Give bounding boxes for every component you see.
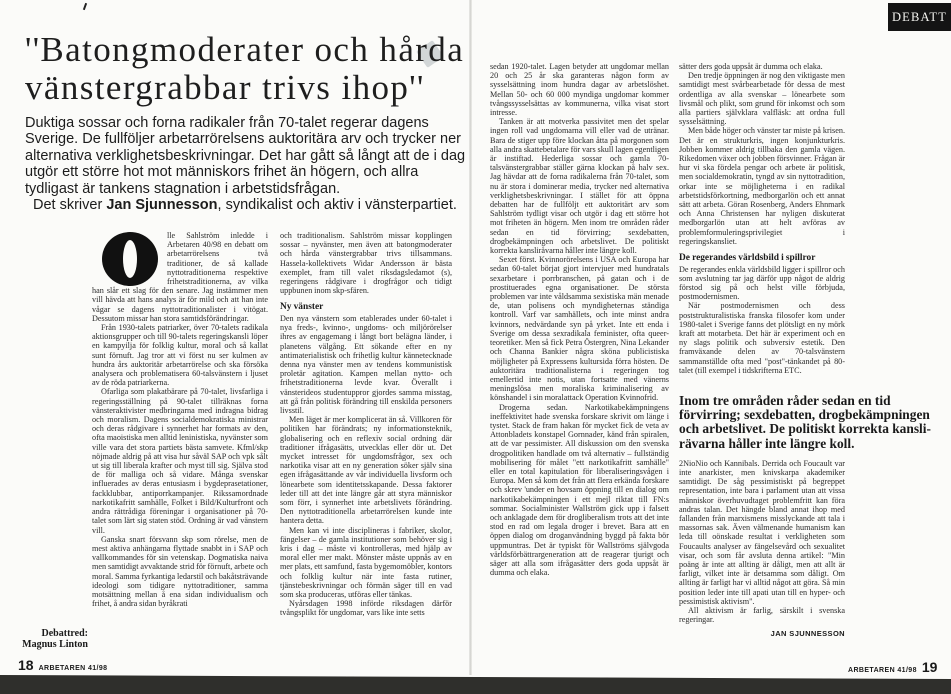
article-column-4-top <box>679 62 845 384</box>
paragraph: sätter ders goda uppsåt är dumma och elaka. <box>679 62 823 71</box>
page-number-right: 19 <box>921 659 938 675</box>
paragraph: sedan 1920-talet. Lagen betyder att ungdomar mellan 20 och 25 år ska garanteras någon form av sysselsättning inom hundra dagar av arbetslöshet. Mellan 50- och 60 000 myndiga ungdomar kommer tvångssysselsättas av kommunerna, vilka visat stort intresse. <box>490 62 669 118</box>
subheading-ny-vanster: Ny vänster <box>280 302 324 313</box>
paragraph: Den nya vänstern som etablerades under 60-talet i nya freds-, kvinno-, ungdoms- och miljörörelser ihres av engagemang i långt bort belägna länder, i planetens välgång. Ett sökande efter en ny antimaterialistisk och frihetlig kultur kännetecknade denna nya vänster men av tendens kommunistisk proletär agitation. Kampen mellan nytto- och frihetstraditionerna levde kvar. Överallt i vänsterideos studentuppror gjordes samma misstag, att gå från politisk förändring till enskilda personers livsstil. <box>280 313 452 415</box>
article-column-3 <box>490 62 669 577</box>
subheading-varldsbild: De regerandes världsbild i spillror <box>679 253 816 264</box>
headline <box>25 31 471 107</box>
paragraph: Den tredje öppningen är nog den viktigaste men samtidigt mest svårbearbetade för dessa de mest ordentliga av alla svenskar – lönearbete som livsmål och plikt, som grund för inkomst och som alla partiers självklara valfläsk: att ordna full sysselsättning. <box>679 71 845 127</box>
paragraph: När postmodernismen och dess poststrukturalistiska franska filosofer kom under 1980-talet i Sverige fanns det plötsligt en ny mörk kraft att motarbeta. Det här är experiment och en ny slags politik och subversiv estetik. Den framväxande delen av 70-talsvänstern sammanställde ofta med "post"-tänkandet på 80-talet (till exempel i tidskrifterna ETC. <box>679 301 845 375</box>
folio-right <box>848 660 937 675</box>
magazine-issue-right: ARBETAREN 41/98 <box>848 667 917 674</box>
paragraph: Men både höger och vänster tar miste på krisen. Det är en strukturkris, ingen konjunkturkris. Jobben kommer aldrig tillbaka den gamla vägen. Rikedomen växer och jobben försvinner. Frågan är hur vi ska fördela pengar och arbete är politisk, men socialdemokratin, tyngd av sin nyttotradition, orkar inte se möjligheterna i en radikal arbetstidsförkortning, medborgarlön och ett annat sätt att arbeta. Göran Rosenberg, Anders Ehnmark och Anna Christensen har nyligen diskuterat medborgarlön utan att helt avföras av problemformuleringsprivilegiet i regeringskansliet. <box>679 126 845 246</box>
headline-line-2: vänstergrabbar trivs ihop'' <box>25 68 425 107</box>
article-column-2 <box>280 231 452 618</box>
byline-prefix: Det skriver <box>33 197 107 214</box>
paragraph: Sexet först. Kvinnorörelsens i USA och Europa har sedan 60-talet börjat gjort intervjuer med hundratals sexarbetare i porrbranschen, på gatan och i de prostituerades egna organisationer. De största problemen var inte våldsamma sexistiska män menade de, utan polisens och myndigheternas ständiga kontroll. Varf var samhällets, och inte minst andra kvinnors, nedvärdande syn på yrket. Inte ett enda i Sverige om dessa sexradikala feminister, ofta queer-teoretiker. Men så fick Petra Östergren, Nina Lekander och Channa Bankier några sköna publicistiska möjligheter på Expressens kultursida förra hösten. De auktoritära traditionalisterna i regeringen tog emellertid inte notis, utan fortsatte med vänerns meningslösa men moraliska kriminalisering av könshandel i sin moralattack Operation Kvinnofrid. <box>490 255 669 403</box>
paragraph: Från 1930-talets patriarker, över 70-talets radikala aktionsgrupper och till 90-talets regeringskansli löper en kampyilja för folklig kultur, moral och så kallat sunt förnuft. Jag tror att vi först nu ser kulmen av hundra års auktoritär arbetarrörelse och ska försöka analysera och problematisera 60-talsvänstern i ljuset av de röda patriarkerna. <box>92 323 268 388</box>
paragraph: Men kan vi inte disciplineras i fabriker, skolor, fängelser – de gamla institutioner som behöver sig i kris i dag – måste vi kontrolleras, med hjälp av moral eller mer makt. Mönster måste uppnås av en mer plats, ett samfund, fasta bygemomöbler, kontors och folklig kultur när inte fasta rutiner, tjänstebeskrivningar och förmän säger till en vad som ska produceras, utföras eller tänkas. <box>280 525 452 600</box>
paragraph: Tanken är att motverka passivitet men det spelar ingen roll vad ungdomarna vill eller vad de utränar. Bara de stiger upp före klockan åtta på morgonen som alla andra skattebetalare för vars skull lagen egentligen är instiftad. Hederliga sossar och gamla 70-talsvänstergrabbar ställer gärna klockan på halv sex. Jag hävdar att de forna radikalerna från 70-talet, som nu är stora i dominerar media, trycker ned alternativa verklighetsbeskrivningar. I stället för att öppna debatten har de fullföljt ett auktoritärt arv som Sahlström tydligt visar och utgör i dag ett större hot mot friheten än högern. Men inom tre områden råder sedan en tid förvirring; sexdebatten, drogbekämpningen och arbetslivet. De politiskt korrekta kansliråvarna håller inte längre koll. <box>490 117 669 256</box>
article-column-4 <box>679 62 931 639</box>
paragraph: Nyårsdagen 1998 införde riksdagen därför tvångsplikt för ungdomar, vars like inte setts <box>280 599 452 618</box>
paragraph: och traditionalism. Sahlström missar kopplingen sossar – nyvänster, men även att batongmoderater och hårda vänstergrabbar trivs tillsammans. Hassela-kollektivets Widar Andersson är bästa exemplet, fram till valet riksdagsledamot (s), regeringens rådgivare i drogfrågor och tidigt uppbunen inom skp-sfären. <box>280 231 452 296</box>
paragraph: All aktivism är farlig, särskilt i svenska regeringar. <box>679 606 845 625</box>
page-number-left: 18 <box>18 657 34 673</box>
article-column-1 <box>92 231 268 608</box>
lead-paragraph: lle Sahlström inledde i Arbetaren 40/98 en debatt om arbetarrörelsens två traditioner, de så kallade nyttotraditionerna respektive frihetstraditionerna, av vilka han slår ett slag för den senare. Jag instämmer men vill hävda att hans analys är för mild och att han inte vågar se dagens nyttotraditionalister i vitögat. Dessutom missar han stora samtidsförändringar. <box>92 231 268 323</box>
drop-cap-o <box>92 231 158 286</box>
section-tag: DEBATT <box>888 3 951 31</box>
folio-left <box>18 658 107 673</box>
paragraph: Men läget är mer komplicerat än så. Villkoren för politiken har förändrats; ny informationsteknik, globalisering och en reflexiv social ordning där traditioner ifrågasätts, utvecklas eller dör ut. Det mycket intresset för ungdomsfrågor, sex och narkotika visar att en ny generation söker själv sina egen ifrågasättande av vår individuella livsform och lönearbete som identitetsskapande. Dessa faktorer leder till att det inte längre går att styra människor som förr, i synnerhet inte arbetslivets förändring. Den nyttotraditionella arbetarrörelsen kunde inte hantera detta. <box>280 415 452 526</box>
debate-editor-name: Magnus Linton <box>22 638 88 650</box>
byline <box>25 197 471 213</box>
paragraph: 2NioNio och Kannibals. Derrida och Foucault var inte anarkister, men knivskarpa akademiker samtidigt. De såg pessimistiskt på begreppet representation, inte bara i parlament utan att vissa människor överhuvudtaget problemfritt kan föra andras talan. Det hängde bland annat ihop med fallanden från marxismens misslyckande att tala i massornas sak. Även välmenande humanism kan leda till oönskade resultat i verkligheten som Foucaults analyser av fängelsevård och sexualitet visar, och som får avsluta denna artikel: "Min poäng är inte att allting är dåligt, men att allt är farligt, vilket inte är detsamma som dåligt. Om allting är farligt har vi alltid något att göra. Så min position leder inte till apati utan till en hyper- och pessimistisk aktivism". <box>679 458 845 606</box>
ingress: Duktiga sossar och forna radikaler från 70-talet regerar dagens Sverige. De fullföljer arbetarrörelsens auktoritära arv och trycker ner alternativa verklighetsbeskrivningar. Det har gått så långt att de i dag utgör ett större hot mot människors frihet än högern, och allra tydligast är tankens stagnation i arbetstidsfrågan. <box>25 115 466 197</box>
article-header <box>25 31 471 213</box>
scan-background <box>0 675 951 694</box>
article-column-4-bottom <box>679 459 845 625</box>
headline-line-1: ''Batongmoderater och hårda <box>25 30 465 69</box>
pull-quote: Inom tre områden råder sedan en tid förvirring; sexdebatten, drogbekämpningen och arbetslivet. De politiskt korrekta kansli-rävarna håller inte längre koll. <box>679 393 931 451</box>
paragraph: Ganska snart försvann skp som rörelse, men de mest aktiva anhängarna flyttade snabbt in i SAP och vallkommandes för sin vetenskap. Dogmatiska naiva men samtidigt avvaktande strid för förnuft, arbete och moral. Samma fyrkantiga ledarstil och bakåtsträvande ideologi som tidigare nyttotraditioner, samma motsättning mellan å ena sidan individualism och frihet, å andra sidan byråkrati <box>92 534 268 609</box>
debate-editor-credit <box>0 629 88 650</box>
byline-suffix: , syndikalist och aktiv i vänsterpartiet. <box>217 197 457 214</box>
magazine-issue-left: ARBETAREN 41/98 <box>38 665 108 672</box>
paragraph: De regerandes enkla världsbild ligger i spillror och som avslutning tar jag därför upp något de aldrig förstod sig på och helst ville förbjuda, postmodernismen. <box>679 264 845 302</box>
byline-author: Jan Sjunnesson <box>106 197 218 214</box>
debate-editor-label: Debattred: <box>41 628 88 639</box>
paragraph: Ofarliga som plakatbärare på 70-talet, livsfarliga i regeringsställning på 90-talet tillräknas forna vänsteraktivister medbringarna med indragna bidrag och moralism. Dagens socialdemokratiska ministrar och deras rådgivare i synnerhet har formats av den, ofta maoistiska men alltid leninistiska, nyvänster som ville vara det stora partiets bästa samvete. Kfml/skp nöjmade aldrig på att visa hur såväl SAP och vpk sålt ut sig till liberala krafter och myst till sig. Själva stod de för malliga och så vidare. Många svenskar influerades av deras entusiasm i bygdeprasetationer, fackklubbar, antiporrkampanjer. Rikssamordnade narkotikafritt samhälle, Folket i Bild/Kulturfront och andra rättrådiga föreningar i organisationer på 70-talet som lärt sig staten stöd. Ordning är vad vänstern vill. <box>92 387 268 535</box>
drop-cap-counter <box>123 240 137 278</box>
paragraph: Drogerna sedan. Narkotikabekämpningens ineffektivitet hade svenska forskare skrivit om länge i tystet. Stack de fram hakan för mycket fick de veta av Attonbladets konstapel Gornnader, känd från spiralen, att de var pessimister. All diskussion om den svenska drogpolitiken handlade om två alternativ – fullständig mobilisering för målet "ett narkotikafritt samhälle" eller en total kapitulation för liberaliseringsvågen i Europa. Men så kom det från att flera erkända forskare och skrev 'under en hovsam öppning till en dialog om narkotikabekämpningen i ett mejl riktat till FN:s sommar. Socialminister Wallström gick upp i falsett och anklagade dem för drogliberalism trots att det inte stod en rad om legala droger i brevet. Bara att en öppen dialog om droganvändning byggd på fakta bör uppmuntras. Det är typiskt för Wallströms självgoda världsförbättrargeneration att de reagerar tjurigt och säger att alla som ifrågasätter ders goda uppsåt är dumma och elaka. <box>490 402 669 578</box>
author-signature: JAN SJUNNESSON <box>770 629 845 639</box>
ink-speck <box>83 3 87 10</box>
